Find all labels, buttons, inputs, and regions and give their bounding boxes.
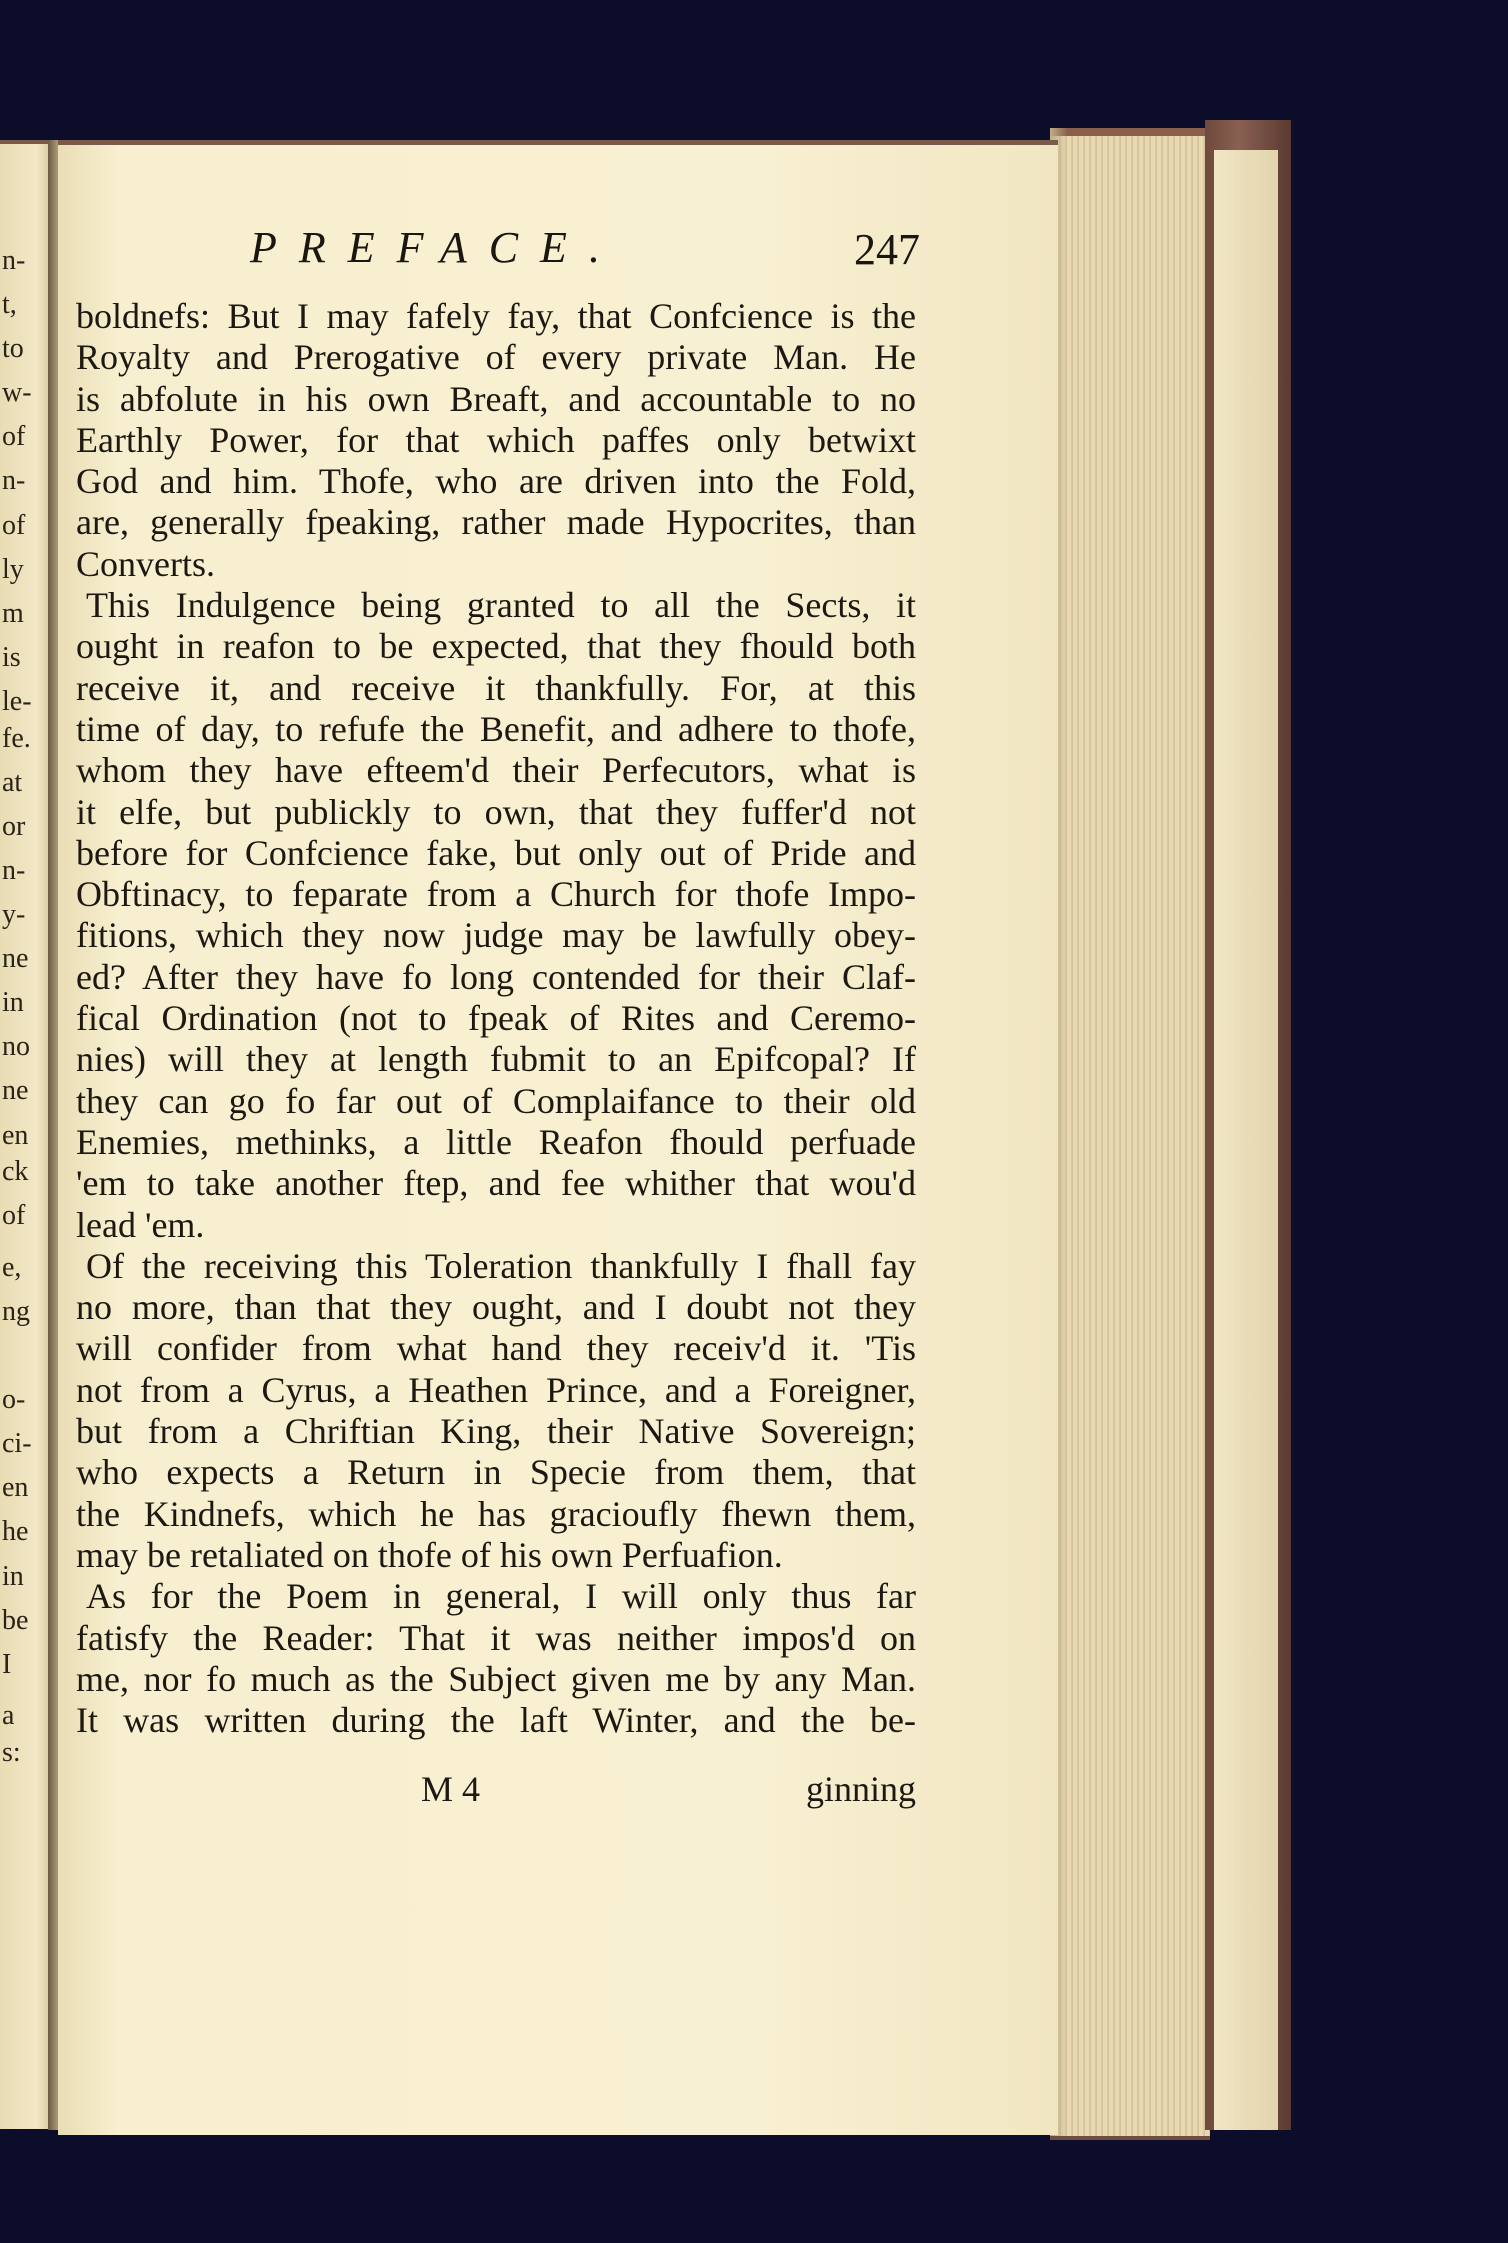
facing-page-fragment: he bbox=[2, 1516, 29, 1548]
text-line: whom they have efteem'd their Perfecutors, what is bbox=[76, 750, 916, 791]
text-line: fitions, which they now judge may be lawfully obey- bbox=[76, 915, 916, 956]
facing-page-fragment: be bbox=[2, 1604, 29, 1636]
text-line: Obftinacy, to feparate from a Church for thofe Impo- bbox=[76, 874, 916, 915]
facing-page-fragment: or bbox=[2, 810, 26, 842]
text-line: before for Confcience fake, but only out of Pride and bbox=[76, 832, 916, 873]
text-line: time of day, to refufe the Benefit, and adhere to thofe, bbox=[76, 708, 916, 749]
body-text bbox=[76, 296, 916, 1741]
text-line: fatisfy the Reader: That it was neither impos'd on bbox=[76, 1617, 916, 1658]
facing-page-fragment: in bbox=[2, 1560, 24, 1592]
facing-page-fragment: s: bbox=[2, 1736, 21, 1768]
text-line: no more, than that they ought, and I doubt not they bbox=[76, 1287, 916, 1328]
facing-page-fragment: le- bbox=[2, 685, 32, 717]
facing-page-fragment: a bbox=[2, 1700, 15, 1732]
text-line: will confider from what hand they receiv'd it. 'Tis bbox=[76, 1328, 916, 1369]
facing-page-fragment: is bbox=[2, 641, 21, 673]
page-number: 247 bbox=[854, 225, 920, 274]
page-header bbox=[250, 222, 920, 282]
text-line: Enemies, methinks, a little Reafon fhould perfuade bbox=[76, 1121, 916, 1162]
facing-page-fragment: ly bbox=[2, 553, 24, 585]
facing-page-fragment: en bbox=[2, 1119, 29, 1151]
facing-page-fragment: y- bbox=[2, 899, 26, 931]
facing-page-fragment: ci- bbox=[2, 1428, 32, 1460]
facing-page-fragment: n- bbox=[2, 465, 26, 497]
text-line: ed? After they have fo long contended for their Claf- bbox=[76, 956, 916, 997]
facing-page-fragment: ng bbox=[2, 1295, 30, 1327]
facing-page-fragment: n- bbox=[2, 854, 26, 886]
text-line: may be retaliated on thofe of his own Perfuafion. bbox=[76, 1534, 783, 1575]
text-line: not from a Cyrus, a Heathen Prince, and a Foreigner, bbox=[76, 1369, 916, 1410]
facing-page-fragment: to bbox=[2, 333, 24, 365]
facing-page-fragment: en bbox=[2, 1472, 29, 1504]
text-line: 'em to take another ftep, and fee whither that wou'd bbox=[76, 1163, 916, 1204]
text-line: It was written during the laft Winter, and the be- bbox=[76, 1700, 916, 1741]
text-line: As for the Poem in general, I will only thus far bbox=[86, 1576, 916, 1617]
text-line: ought in reafon to be expected, that they fhould both bbox=[76, 626, 916, 667]
signature-mark: M 4 bbox=[421, 1769, 481, 1809]
text-line: the Kindnefs, which he has gracioufly fhewn them, bbox=[76, 1493, 916, 1534]
facing-page-fragment: of bbox=[2, 421, 26, 453]
facing-page-fragment: ne bbox=[2, 1075, 29, 1107]
text-line: Converts. bbox=[76, 543, 215, 584]
text-line: nies) will they at length fubmit to an Epifcopal? If bbox=[76, 1039, 916, 1080]
facing-page-fragment: no bbox=[2, 1031, 30, 1063]
text-line: who expects a Return in Specie from them, that bbox=[76, 1452, 916, 1493]
text-line: are, generally fpeaking, rather made Hypocrites, than bbox=[76, 502, 916, 543]
text-line: boldnefs: But I may fafely fay, that Confcience is the bbox=[76, 296, 916, 336]
text-line: is abfolute in his own Breaft, and accountable to no bbox=[76, 378, 916, 419]
text-line: Earthly Power, for that which paffes only betwixt bbox=[76, 419, 916, 460]
facing-page-fragment: of bbox=[2, 509, 26, 541]
catchword: ginning bbox=[805, 1769, 916, 1809]
facing-page-fragment: at bbox=[2, 766, 23, 798]
facing-page-fragment: e, bbox=[2, 1251, 22, 1283]
running-head: PREFACE. bbox=[250, 223, 622, 272]
text-line: receive it, and receive it thankfully. For, at this bbox=[76, 667, 916, 708]
facing-page-fragment: o- bbox=[2, 1384, 26, 1416]
page-footer bbox=[76, 1768, 916, 1814]
facing-page-fragment: m bbox=[2, 597, 24, 629]
facing-page-fragment: in bbox=[2, 987, 24, 1019]
text-line: it elfe, but publickly to own, that they fuffer'd not bbox=[76, 791, 916, 832]
text-line: but from a Chriftian King, their Native Sovereign; bbox=[76, 1411, 916, 1452]
facing-page bbox=[0, 140, 52, 2129]
facing-page-fragment: w- bbox=[2, 377, 32, 409]
text-line: lead 'em. bbox=[76, 1204, 205, 1245]
text-line: fical Ordination (not to fpeak of Rites and Ceremo- bbox=[76, 998, 916, 1039]
text-line: Royalty and Prerogative of every private Man. He bbox=[76, 337, 916, 378]
facing-page-fragment: of bbox=[2, 1200, 26, 1232]
text-line: This Indulgence being granted to all the Sects, it bbox=[86, 585, 916, 626]
cover-endpaper bbox=[1214, 150, 1278, 2130]
text-line: me, nor fo much as the Subject given me by any Man. bbox=[76, 1658, 916, 1699]
facing-page-fragment: n- bbox=[2, 244, 26, 276]
text-line: Of the receiving this Toleration thankfully I fhall fay bbox=[86, 1245, 916, 1286]
facing-page-fragment: fe. bbox=[2, 722, 31, 754]
text-line: God and him. Thofe, who are driven into the Fold, bbox=[76, 461, 916, 502]
facing-page-fragment: ne bbox=[2, 943, 29, 975]
facing-page-fragment: t, bbox=[2, 289, 17, 320]
text-line: they can go fo far out of Complaifance to their old bbox=[76, 1080, 916, 1121]
facing-page-fragment: ck bbox=[2, 1156, 29, 1188]
facing-page-fragment: I bbox=[2, 1648, 12, 1680]
page-fore-edge bbox=[1050, 128, 1210, 2140]
